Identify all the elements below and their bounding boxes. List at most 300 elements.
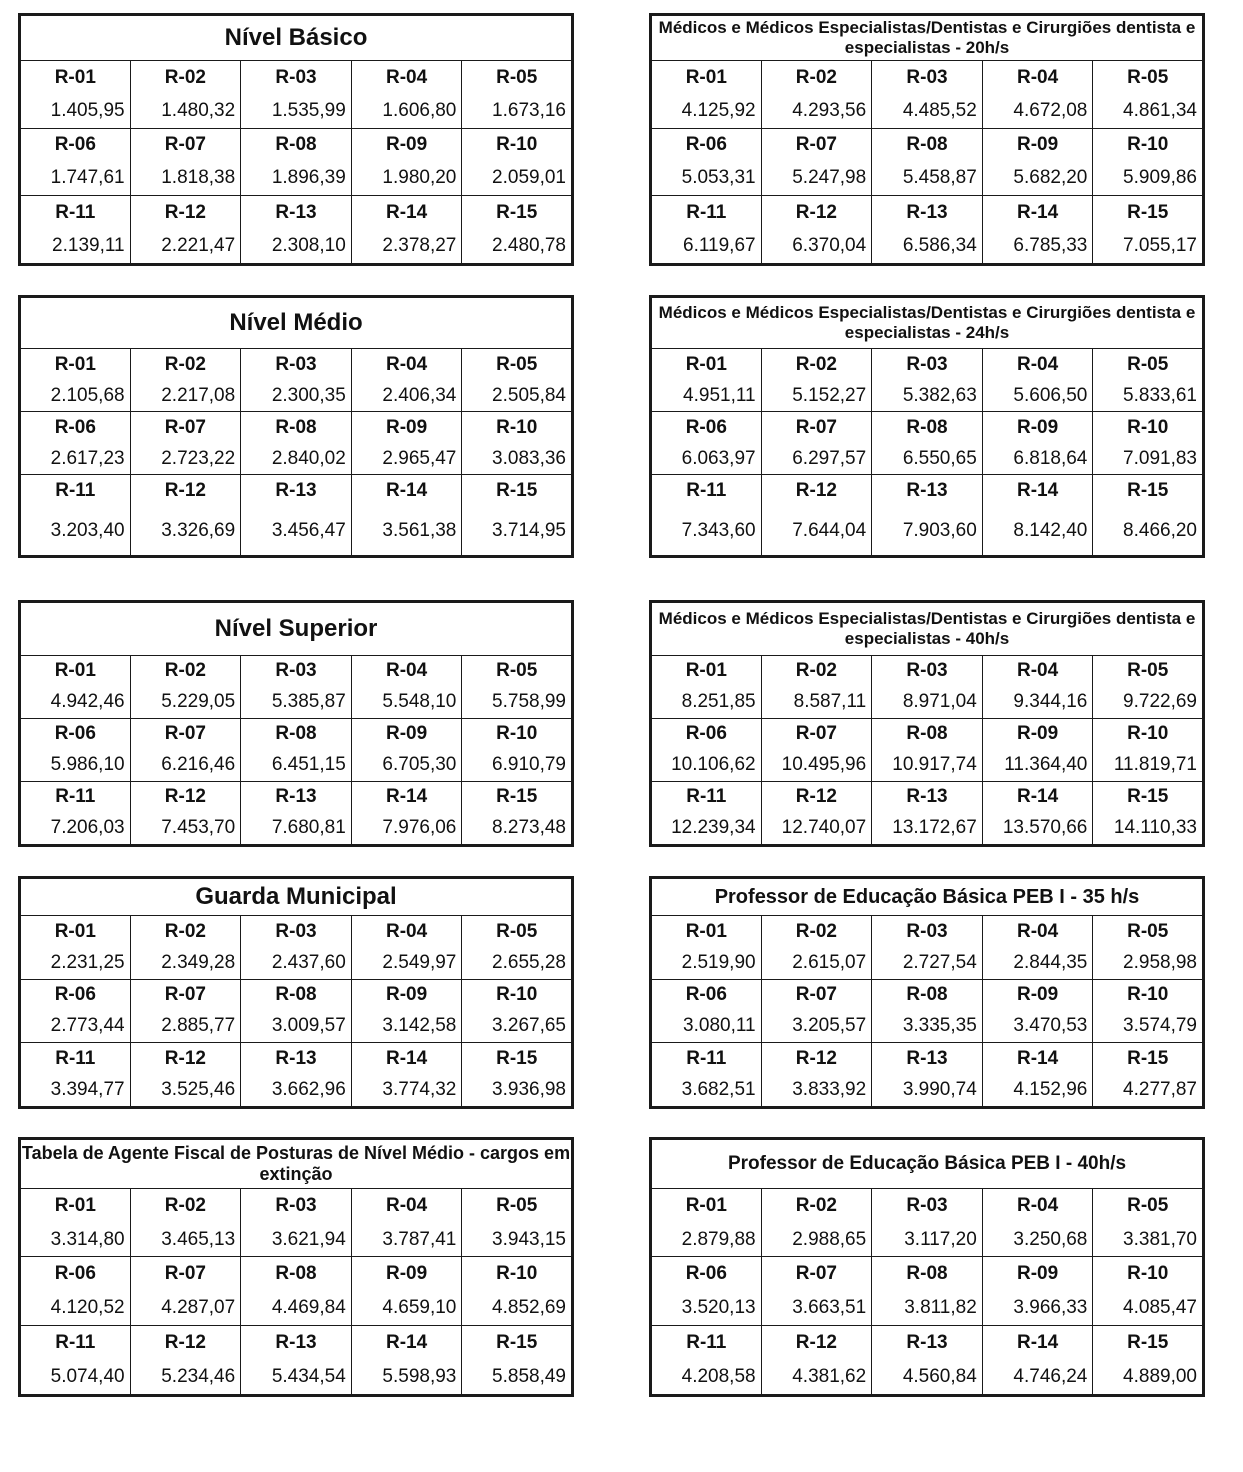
- salary-value: 4.951,11: [651, 380, 762, 412]
- salary-value: 6.119,67: [651, 229, 762, 264]
- salary-value: 4.861,34: [1093, 94, 1204, 128]
- level-code: R-13: [872, 1325, 983, 1359]
- salary-value: 5.909,86: [1093, 162, 1204, 196]
- salary-value: 8.587,11: [761, 687, 872, 718]
- salary-value: 5.598,93: [351, 1360, 462, 1396]
- level-code: R-10: [1093, 979, 1204, 1011]
- level-code: R-13: [872, 196, 983, 230]
- level-code: R-15: [1093, 196, 1204, 230]
- level-code: R-14: [982, 1325, 1093, 1359]
- salary-value: 3.314,80: [20, 1223, 131, 1257]
- salary-value: 6.705,30: [351, 750, 462, 781]
- level-code: R-04: [982, 1189, 1093, 1223]
- salary-value: 5.434,54: [241, 1360, 352, 1396]
- salary-value: 2.844,35: [982, 947, 1093, 979]
- salary-value: 1.405,95: [20, 94, 131, 128]
- salary-value: 5.385,87: [241, 687, 352, 718]
- level-code: R-08: [241, 979, 352, 1011]
- salary-value: 4.287,07: [130, 1291, 241, 1325]
- salary-value: 5.229,05: [130, 687, 241, 718]
- salary-value: 10.106,62: [651, 750, 762, 781]
- salary-value: 3.714,95: [462, 507, 573, 557]
- salary-value: 2.221,47: [130, 229, 241, 264]
- salary-value: 2.300,35: [241, 380, 352, 412]
- level-code: R-12: [130, 475, 241, 507]
- level-code: R-08: [872, 412, 983, 444]
- level-code: R-10: [1093, 1257, 1204, 1291]
- salary-value: 8.142,40: [982, 507, 1093, 557]
- level-code: R-15: [1093, 1325, 1204, 1359]
- salary-value: 3.936,98: [462, 1074, 573, 1107]
- table-title: Tabela de Agente Fiscal de Posturas de Nível Médio - cargos em extinção: [20, 1139, 573, 1189]
- salary-table-medicos-20h: [649, 13, 1205, 266]
- salary-value: 3.080,11: [651, 1011, 762, 1043]
- salary-value: 2.217,08: [130, 380, 241, 412]
- salary-value: 3.774,32: [351, 1074, 462, 1107]
- salary-value: 7.343,60: [651, 507, 762, 557]
- salary-value: 9.344,16: [982, 687, 1093, 718]
- level-code: R-08: [241, 1257, 352, 1291]
- salary-value: 9.722,69: [1093, 687, 1204, 718]
- level-code: R-11: [20, 1325, 131, 1359]
- level-code: R-03: [872, 61, 983, 95]
- salary-value: 3.966,33: [982, 1291, 1093, 1325]
- salary-value: 2.480,78: [462, 229, 573, 264]
- level-code: R-10: [1093, 128, 1204, 162]
- salary-value: 3.267,65: [462, 1011, 573, 1043]
- level-code: R-02: [761, 656, 872, 687]
- level-code: R-05: [1093, 1189, 1204, 1223]
- level-code: R-03: [872, 1189, 983, 1223]
- level-code: R-14: [351, 1043, 462, 1075]
- salary-value: 5.548,10: [351, 687, 462, 718]
- level-code: R-06: [651, 718, 762, 749]
- level-code: R-11: [651, 196, 762, 230]
- salary-value: 3.682,51: [651, 1074, 762, 1107]
- table-title: Nível Básico: [20, 15, 573, 61]
- level-code: R-07: [130, 718, 241, 749]
- salary-value: 5.382,63: [872, 380, 983, 412]
- salary-value: 2.965,47: [351, 443, 462, 475]
- salary-value: 13.172,67: [872, 813, 983, 846]
- level-code: R-15: [462, 196, 573, 230]
- salary-value: 1.535,99: [241, 94, 352, 128]
- level-code: R-01: [651, 349, 762, 381]
- level-code: R-12: [130, 1325, 241, 1359]
- salary-value: 3.250,68: [982, 1223, 1093, 1257]
- salary-value: 7.903,60: [872, 507, 983, 557]
- level-code: R-06: [651, 128, 762, 162]
- level-code: R-09: [982, 412, 1093, 444]
- salary-value: 3.811,82: [872, 1291, 983, 1325]
- level-code: R-03: [241, 61, 352, 95]
- salary-value: 12.740,07: [761, 813, 872, 846]
- salary-value: 14.110,33: [1093, 813, 1204, 846]
- level-code: R-13: [241, 1043, 352, 1075]
- level-code: R-08: [872, 718, 983, 749]
- level-code: R-03: [872, 349, 983, 381]
- salary-value: 4.672,08: [982, 94, 1093, 128]
- level-code: R-05: [462, 656, 573, 687]
- salary-table-nivel-medio: [18, 295, 574, 558]
- salary-value: 3.787,41: [351, 1223, 462, 1257]
- level-code: R-11: [20, 196, 131, 230]
- salary-value: 3.520,13: [651, 1291, 762, 1325]
- salary-table-professor-peb-40h: [649, 1137, 1205, 1397]
- level-code: R-06: [20, 1257, 131, 1291]
- salary-value: 2.773,44: [20, 1011, 131, 1043]
- level-code: R-07: [130, 979, 241, 1011]
- table-title: Professor de Educação Básica PEB I - 40h/s: [651, 1139, 1204, 1189]
- level-code: R-14: [982, 1043, 1093, 1075]
- salary-value: 3.394,77: [20, 1074, 131, 1107]
- level-code: R-10: [462, 412, 573, 444]
- salary-value: 6.910,79: [462, 750, 573, 781]
- salary-value: 11.819,71: [1093, 750, 1204, 781]
- level-code: R-04: [351, 61, 462, 95]
- salary-table-nivel-superior: [18, 600, 574, 847]
- level-code: R-12: [130, 1043, 241, 1075]
- salary-value: 2.519,90: [651, 947, 762, 979]
- salary-value: 7.644,04: [761, 507, 872, 557]
- level-code: R-12: [761, 781, 872, 812]
- salary-value: 1.673,16: [462, 94, 573, 128]
- level-code: R-13: [241, 196, 352, 230]
- salary-table-agente-fiscal: [18, 1137, 574, 1397]
- salary-value: 6.550,65: [872, 443, 983, 475]
- level-code: R-09: [982, 718, 1093, 749]
- salary-value: 8.251,85: [651, 687, 762, 718]
- salary-value: 6.785,33: [982, 229, 1093, 264]
- level-code: R-07: [130, 128, 241, 162]
- salary-value: 2.879,88: [651, 1223, 762, 1257]
- level-code: R-13: [872, 781, 983, 812]
- salary-value: 3.525,46: [130, 1074, 241, 1107]
- level-code: R-11: [651, 475, 762, 507]
- salary-value: 3.335,35: [872, 1011, 983, 1043]
- level-code: R-05: [1093, 916, 1204, 948]
- salary-value: 5.458,87: [872, 162, 983, 196]
- salary-value: 3.465,13: [130, 1223, 241, 1257]
- salary-value: 2.988,65: [761, 1223, 872, 1257]
- level-code: R-14: [351, 196, 462, 230]
- level-code: R-14: [351, 1325, 462, 1359]
- salary-value: 10.917,74: [872, 750, 983, 781]
- level-code: R-01: [20, 916, 131, 948]
- salary-value: 12.239,34: [651, 813, 762, 846]
- salary-value: 11.364,40: [982, 750, 1093, 781]
- salary-value: 6.297,57: [761, 443, 872, 475]
- level-code: R-04: [982, 656, 1093, 687]
- level-code: R-13: [241, 475, 352, 507]
- level-code: R-06: [20, 128, 131, 162]
- salary-value: 3.561,38: [351, 507, 462, 557]
- level-code: R-07: [761, 1257, 872, 1291]
- salary-value: 2.349,28: [130, 947, 241, 979]
- salary-value: 2.840,02: [241, 443, 352, 475]
- salary-value: 3.470,53: [982, 1011, 1093, 1043]
- level-code: R-07: [761, 128, 872, 162]
- salary-value: 4.889,00: [1093, 1360, 1204, 1396]
- level-code: R-11: [651, 1043, 762, 1075]
- level-code: R-13: [241, 1325, 352, 1359]
- level-code: R-10: [462, 1257, 573, 1291]
- level-code: R-04: [982, 349, 1093, 381]
- level-code: R-09: [351, 412, 462, 444]
- salary-value: 4.125,92: [651, 94, 762, 128]
- level-code: R-06: [20, 412, 131, 444]
- salary-value: 3.662,96: [241, 1074, 352, 1107]
- salary-value: 3.621,94: [241, 1223, 352, 1257]
- level-code: R-02: [130, 916, 241, 948]
- table-title: Professor de Educação Básica PEB I - 35 h/s: [651, 878, 1204, 916]
- level-code: R-08: [241, 718, 352, 749]
- level-code: R-01: [651, 916, 762, 948]
- level-code: R-09: [982, 1257, 1093, 1291]
- salary-value: 1.747,61: [20, 162, 131, 196]
- salary-value: 1.606,80: [351, 94, 462, 128]
- level-code: R-12: [130, 781, 241, 812]
- level-code: R-08: [872, 1257, 983, 1291]
- salary-value: 3.833,92: [761, 1074, 872, 1107]
- salary-value: 3.117,20: [872, 1223, 983, 1257]
- level-code: R-02: [761, 61, 872, 95]
- level-code: R-12: [761, 475, 872, 507]
- level-code: R-05: [462, 1189, 573, 1223]
- salary-value: 4.852,69: [462, 1291, 573, 1325]
- level-code: R-13: [872, 1043, 983, 1075]
- level-code: R-03: [872, 916, 983, 948]
- salary-value: 3.663,51: [761, 1291, 872, 1325]
- level-code: R-14: [982, 475, 1093, 507]
- salary-value: 2.437,60: [241, 947, 352, 979]
- level-code: R-10: [462, 979, 573, 1011]
- level-code: R-15: [462, 781, 573, 812]
- salary-value: 2.059,01: [462, 162, 573, 196]
- salary-value: 1.896,39: [241, 162, 352, 196]
- level-code: R-04: [351, 349, 462, 381]
- salary-value: 3.990,74: [872, 1074, 983, 1107]
- level-code: R-04: [351, 1189, 462, 1223]
- level-code: R-07: [761, 412, 872, 444]
- salary-value: 5.682,20: [982, 162, 1093, 196]
- level-code: R-11: [651, 1325, 762, 1359]
- salary-value: 2.615,07: [761, 947, 872, 979]
- level-code: R-01: [20, 1189, 131, 1223]
- level-code: R-05: [462, 349, 573, 381]
- salary-value: 4.942,46: [20, 687, 131, 718]
- level-code: R-15: [1093, 475, 1204, 507]
- salary-value: 5.833,61: [1093, 380, 1204, 412]
- level-code: R-02: [761, 916, 872, 948]
- level-code: R-02: [130, 349, 241, 381]
- salary-value: 6.216,46: [130, 750, 241, 781]
- salary-table-medicos-24h: [649, 295, 1205, 558]
- level-code: R-04: [982, 61, 1093, 95]
- salary-value: 3.203,40: [20, 507, 131, 557]
- level-code: R-04: [982, 916, 1093, 948]
- salary-value: 2.549,97: [351, 947, 462, 979]
- salary-value: 8.971,04: [872, 687, 983, 718]
- level-code: R-12: [130, 196, 241, 230]
- level-code: R-03: [241, 1189, 352, 1223]
- salary-value: 5.986,10: [20, 750, 131, 781]
- salary-value: 7.206,03: [20, 813, 131, 846]
- salary-value: 5.606,50: [982, 380, 1093, 412]
- level-code: R-08: [241, 128, 352, 162]
- salary-value: 2.885,77: [130, 1011, 241, 1043]
- salary-value: 2.727,54: [872, 947, 983, 979]
- level-code: R-03: [241, 916, 352, 948]
- level-code: R-08: [872, 128, 983, 162]
- salary-value: 1.480,32: [130, 94, 241, 128]
- table-title: Nível Médio: [20, 297, 573, 349]
- level-code: R-06: [20, 718, 131, 749]
- salary-value: 1.980,20: [351, 162, 462, 196]
- salary-value: 2.105,68: [20, 380, 131, 412]
- salary-value: 6.370,04: [761, 229, 872, 264]
- level-code: R-10: [462, 718, 573, 749]
- salary-value: 5.247,98: [761, 162, 872, 196]
- salary-value: 7.680,81: [241, 813, 352, 846]
- salary-table-medicos-40h: [649, 600, 1205, 847]
- level-code: R-11: [651, 781, 762, 812]
- salary-value: 4.152,96: [982, 1074, 1093, 1107]
- level-code: R-09: [351, 128, 462, 162]
- salary-value: 4.085,47: [1093, 1291, 1204, 1325]
- level-code: R-02: [761, 1189, 872, 1223]
- table-title: Médicos e Médicos Especialistas/Dentistas e Cirurgiões dentista e especialistas - 20h/s: [651, 15, 1204, 61]
- level-code: R-01: [651, 656, 762, 687]
- table-title: Médicos e Médicos Especialistas/Dentistas e Cirurgiões dentista e especialistas - 24h/s: [651, 297, 1204, 349]
- salary-value: 5.152,27: [761, 380, 872, 412]
- salary-value: 3.326,69: [130, 507, 241, 557]
- salary-value: 2.958,98: [1093, 947, 1204, 979]
- level-code: R-05: [1093, 656, 1204, 687]
- level-code: R-01: [20, 656, 131, 687]
- table-title: Guarda Municipal: [20, 878, 573, 916]
- salary-table-professor-peb-35h: [649, 876, 1205, 1109]
- salary-value: 4.120,52: [20, 1291, 131, 1325]
- level-code: R-02: [130, 61, 241, 95]
- level-code: R-15: [462, 1043, 573, 1075]
- salary-value: 6.818,64: [982, 443, 1093, 475]
- level-code: R-09: [351, 1257, 462, 1291]
- salary-value: 4.277,87: [1093, 1074, 1204, 1107]
- level-code: R-13: [241, 781, 352, 812]
- salary-value: 2.655,28: [462, 947, 573, 979]
- level-code: R-01: [651, 61, 762, 95]
- level-code: R-08: [241, 412, 352, 444]
- salary-value: 8.466,20: [1093, 507, 1204, 557]
- level-code: R-11: [20, 475, 131, 507]
- level-code: R-09: [982, 979, 1093, 1011]
- level-code: R-01: [20, 61, 131, 95]
- level-code: R-12: [761, 1325, 872, 1359]
- salary-value: 1.818,38: [130, 162, 241, 196]
- salary-value: 5.053,31: [651, 162, 762, 196]
- salary-value: 2.505,84: [462, 380, 573, 412]
- salary-value: 6.586,34: [872, 229, 983, 264]
- level-code: R-07: [761, 718, 872, 749]
- level-code: R-03: [872, 656, 983, 687]
- salary-value: 5.858,49: [462, 1360, 573, 1396]
- level-code: R-04: [351, 656, 462, 687]
- level-code: R-12: [761, 196, 872, 230]
- salary-value: 13.570,66: [982, 813, 1093, 846]
- level-code: R-14: [351, 475, 462, 507]
- salary-value: 7.453,70: [130, 813, 241, 846]
- level-code: R-06: [20, 979, 131, 1011]
- level-code: R-02: [761, 349, 872, 381]
- salary-value: 3.205,57: [761, 1011, 872, 1043]
- salary-value: 3.574,79: [1093, 1011, 1204, 1043]
- salary-value: 4.659,10: [351, 1291, 462, 1325]
- level-code: R-14: [982, 196, 1093, 230]
- level-code: R-15: [462, 1325, 573, 1359]
- salary-value: 3.381,70: [1093, 1223, 1204, 1257]
- level-code: R-06: [651, 1257, 762, 1291]
- salary-value: 7.055,17: [1093, 229, 1204, 264]
- level-code: R-09: [351, 979, 462, 1011]
- salary-value: 2.617,23: [20, 443, 131, 475]
- salary-value: 2.723,22: [130, 443, 241, 475]
- level-code: R-10: [1093, 718, 1204, 749]
- level-code: R-11: [20, 781, 131, 812]
- level-code: R-05: [462, 61, 573, 95]
- level-code: R-01: [20, 349, 131, 381]
- salary-value: 5.234,46: [130, 1360, 241, 1396]
- salary-value: 3.456,47: [241, 507, 352, 557]
- salary-value: 4.485,52: [872, 94, 983, 128]
- table-title: Médicos e Médicos Especialistas/Dentistas e Cirurgiões dentista e especialistas - 40h/s: [651, 602, 1204, 656]
- level-code: R-10: [1093, 412, 1204, 444]
- level-code: R-07: [761, 979, 872, 1011]
- salary-value: 3.083,36: [462, 443, 573, 475]
- salary-value: 2.378,27: [351, 229, 462, 264]
- level-code: R-09: [351, 718, 462, 749]
- level-code: R-01: [651, 1189, 762, 1223]
- salary-value: 2.308,10: [241, 229, 352, 264]
- level-code: R-14: [982, 781, 1093, 812]
- level-code: R-07: [130, 412, 241, 444]
- level-code: R-06: [651, 412, 762, 444]
- level-code: R-05: [1093, 61, 1204, 95]
- level-code: R-11: [20, 1043, 131, 1075]
- salary-value: 2.139,11: [20, 229, 131, 264]
- salary-value: 10.495,96: [761, 750, 872, 781]
- salary-value: 2.406,34: [351, 380, 462, 412]
- salary-table-nivel-basico: [18, 13, 574, 266]
- level-code: R-15: [1093, 781, 1204, 812]
- salary-value: 3.142,58: [351, 1011, 462, 1043]
- salary-value: 5.074,40: [20, 1360, 131, 1396]
- level-code: R-09: [982, 128, 1093, 162]
- level-code: R-02: [130, 1189, 241, 1223]
- salary-value: 5.758,99: [462, 687, 573, 718]
- salary-value: 6.063,97: [651, 443, 762, 475]
- salary-value: 7.091,83: [1093, 443, 1204, 475]
- level-code: R-05: [1093, 349, 1204, 381]
- level-code: R-12: [761, 1043, 872, 1075]
- salary-value: 4.746,24: [982, 1360, 1093, 1396]
- level-code: R-03: [241, 349, 352, 381]
- level-code: R-04: [351, 916, 462, 948]
- salary-value: 6.451,15: [241, 750, 352, 781]
- salary-value: 4.469,84: [241, 1291, 352, 1325]
- salary-value: 7.976,06: [351, 813, 462, 846]
- level-code: R-03: [241, 656, 352, 687]
